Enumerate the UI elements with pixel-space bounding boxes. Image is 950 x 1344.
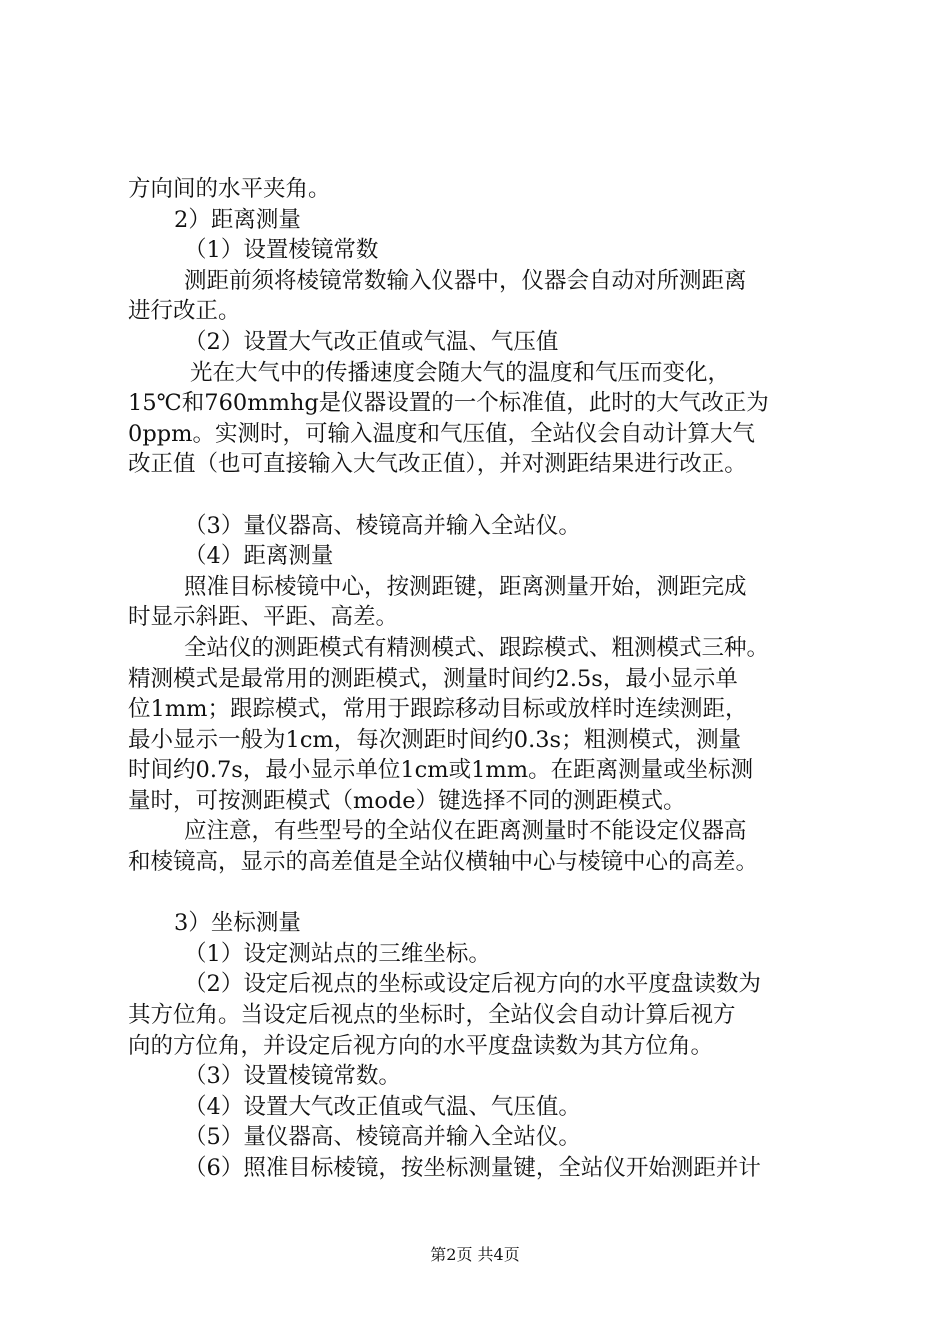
text-line: 方向间的水平夹角。 xyxy=(128,176,331,202)
paragraph-line: 15℃和760mmhg是仪器设置的一个标准值，此时的大气改正为 xyxy=(128,390,769,417)
paragraph-line: 量时，可按测距模式（mode）键选择不同的测距模式。 xyxy=(128,787,686,814)
document-body xyxy=(128,174,838,1184)
paragraph-line: 应注意，有些型号的全站仪在距离测量时不能设定仪器高 xyxy=(184,818,747,845)
step-heading: （5）量仪器高、棱镜高并输入全站仪。 xyxy=(184,1124,581,1151)
paragraph-line: 进行改正。 xyxy=(128,298,241,325)
section-heading-coordinates: 3）坐标测量 xyxy=(174,910,301,937)
paragraph-gap xyxy=(128,480,838,511)
paragraph-line: 照准目标棱镜中心，按测距键，距离测量开始，测距完成 xyxy=(184,573,747,600)
paragraph-line: 时显示斜距、平距、高差。 xyxy=(128,604,399,631)
section-heading-distance: 2）距离测量 xyxy=(174,206,301,233)
paragraph-line: 位1mm；跟踪模式，常用于跟踪移动目标或放样时连续测距， xyxy=(128,696,748,723)
paragraph-line: 其方位角。当设定后视点的坐标时，全站仪会自动计算后视方 xyxy=(128,1002,736,1029)
step-heading: （4）距离测量 xyxy=(184,543,334,570)
paragraph-line: 精测模式是最常用的测距模式，测量时间约2.5s，最小显示单 xyxy=(128,665,738,692)
paragraph-line: 光在大气中的传播速度会随大气的温度和气压而变化， xyxy=(190,359,731,386)
paragraph-line: 全站仪的测距模式有精测模式、跟踪模式、粗测模式三种。 xyxy=(184,634,770,661)
paragraph-line: 最小显示一般为1cm，每次测距时间约0.3s；粗测模式，测量 xyxy=(128,726,742,753)
paragraph-line: （6）照准目标棱镜，按坐标测量键，全站仪开始测距并计 xyxy=(184,1155,761,1181)
page-number-footer: 第2页 共4页 xyxy=(430,1245,520,1264)
step-heading: （4）设置大气改正值或气温、气压值。 xyxy=(184,1093,581,1120)
step-heading: （3）设置棱镜常数。 xyxy=(184,1063,401,1090)
paragraph-line: 0ppm。实测时，可输入温度和气压值，全站仪会自动计算大气 xyxy=(128,420,755,447)
step-heading: （2）设置大气改正值或气温、气压值 xyxy=(184,328,559,355)
paragraph-line: 时间约0.7s，最小显示单位1cm或1mm。在距离测量或坐标测 xyxy=(128,757,754,784)
paragraph-line: 改正值（也可直接输入大气改正值），并对测距结果进行改正。 xyxy=(128,451,747,478)
paragraph-line: 向的方位角，并设定后视方向的水平度盘读数为其方位角。 xyxy=(128,1032,714,1059)
step-heading: （1）设置棱镜常数 xyxy=(184,237,379,264)
step-heading: （1）设定测站点的三维坐标。 xyxy=(184,940,491,967)
paragraph-line: 和棱镜高，显示的高差值是全站仪横轴中心与棱镜中心的高差。 xyxy=(128,849,759,876)
paragraph-line: （2）设定后视点的坐标或设定后视方向的水平度盘读数为 xyxy=(184,971,761,998)
paragraph-gap xyxy=(128,878,838,909)
paragraph-line: 测距前须将棱镜常数输入仪器中，仪器会自动对所测距离 xyxy=(184,267,747,294)
step-heading: （3）量仪器高、棱镜高并输入全站仪。 xyxy=(184,512,581,539)
